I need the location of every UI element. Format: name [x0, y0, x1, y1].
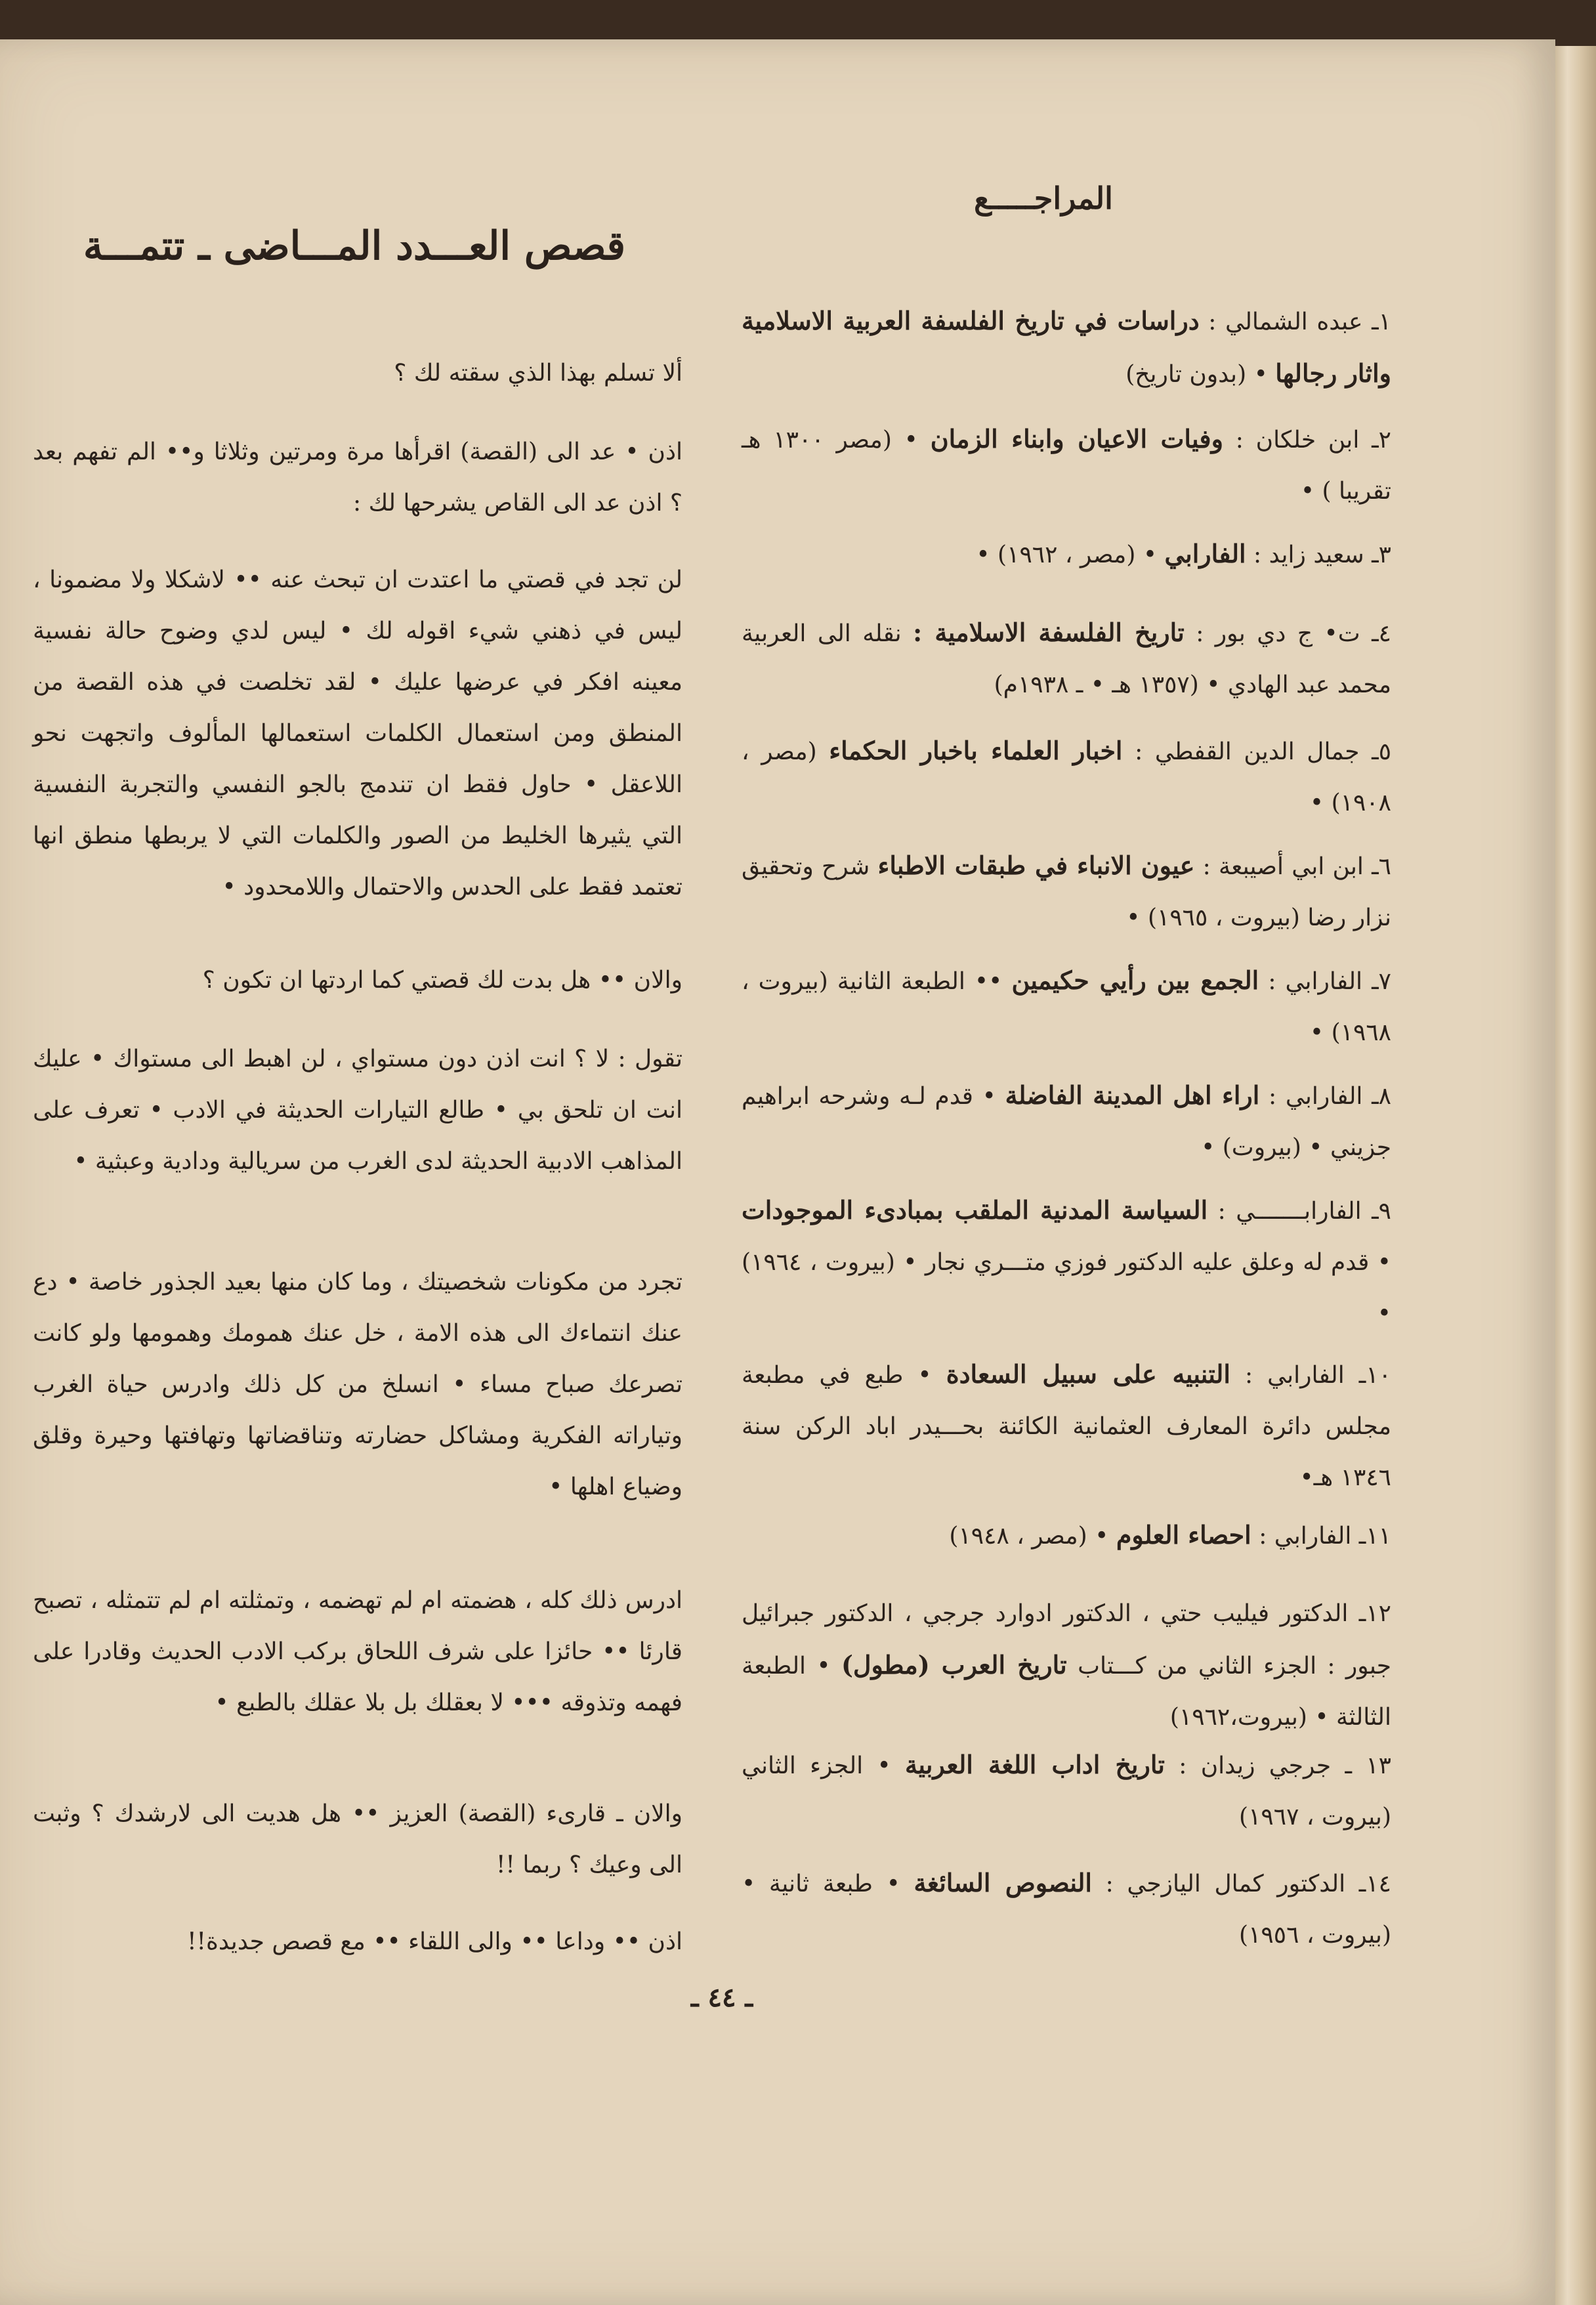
story-paragraph: تقول : لا ؟ انت اذن دون مستواي ، لن اهبط الى مستواك • عليك انت ان تلحق بي • طالع التيارات الحديثة في الادب • تعرف على المذاهب الادبية الحديثة لدى الغرب من سريالية ودادية وعبثية • — [33, 1046, 682, 1175]
stories-title: قصص العـــدد المـــاضى ـ تتمـــة — [83, 223, 626, 269]
reference-item: ٧ـ الفارابي : الجمع بين رأيي حكيمين •• الطبعة الثانية (بيروت ، ١٩٦٨) • — [742, 965, 1392, 1046]
page-edge — [1555, 46, 1596, 2305]
reference-item: ٥ـ جمال الدين القفطي : اخبار العلماء باخبار الحكماء (مصر ، ١٩٠٨) • — [742, 736, 1392, 816]
reference-item: ٢ـ ابن خلكان : وفيات الاعيان وابناء الزمان • (مصر ١٣٠٠ هـ تقريبا ) • — [742, 424, 1392, 505]
story-paragraph: ألا تسلم بهذا الذي سقته لك ؟ — [394, 360, 682, 387]
reference-item: ١٤ـ الدكتور كمال اليازجي : النصوص السائغة • طبعة ثانية • (بيروت ، ١٩٥٦) — [742, 1868, 1391, 1949]
references-title: المراجـــــع — [974, 180, 1113, 216]
story-paragraph: لن تجد في قصتي ما اعتدت ان تبحث عنه •• لاشكلا ولا مضمونا ، ليس في ذهني شيء اقوله لك • ليس لدي وضوح حالة نفسية معينه افكر في عرضها عليك • لقد تخلصت في هذه القصة من المنطق ومن استعمال الكلمات استعمالها المألوف واتجهت نحو اللاعقل • حاول فقط ان تندمج بالجو النفسي والتجربة النفسية التي يثيرها الخليط من الصور والكلمات التي لا يربطها منطق انها تعتمد فقط على الحدس والاحتمال واللامحدود • — [33, 566, 682, 900]
reference-item: ١١ـ الفارابي : احصاء العلوم • (مصر ، ١٩٤٨) — [949, 1520, 1391, 1550]
story-paragraph: والان ـ قارىء (القصة) العزيز •• هل هديت الى لارشدك ؟ وثبت الى وعيك ؟ ربما !! — [33, 1800, 682, 1878]
reference-item: ١٣ ـ جرجي زيدان : تاريخ اداب اللغة العربية • الجزء الثاني (بيروت ، ١٩٦٧) — [742, 1750, 1391, 1830]
reference-item: ٦ـ ابن ابي أصيبعة : عيون الانباء في طبقات الاطباء شرح وتحقيق نزار رضا (بيروت ، ١٩٦٥) • — [742, 851, 1391, 931]
reference-item: ١٢ـ الدكتور فيليب حتي ، الدكتور ادوارد جرجي ، الدكتور جبرائيل جبور : الجزء الثاني من كـــتاب تاريخ العرب (مطول) • الطبعة الثالثة • (بيروت،١٩٦٢) — [742, 1600, 1391, 1731]
story-paragraph: اذن • عد الى (القصة) اقرأها مرة ومرتين وثلاثا و•• الم تفهم بعد ؟ اذن عد الى القاص يشرحها لك : — [33, 438, 682, 517]
story-paragraph: والان •• هل بدت لك قصتي كما اردتها ان تكون ؟ — [202, 967, 682, 994]
reference-item: ٣ـ سعيد زايد : الفارابي • (مصر ، ١٩٦٢) • — [976, 539, 1391, 568]
story-paragraph: تجرد من مكونات شخصيتك ، وما كان منها بعيد الجذور خاصة • دع عنك انتماءك الى هذه الامة ، خل عنك همومك وهمومها ولو كانت تصرعك صباح مساء • انسلخ من كل ذلك وادرس حياة الغرب وتياراته الفكرية ومشاكل حضارته وتناقضاتها وتهافتها وحيرة وقلق وضياع اهلها • — [33, 1269, 682, 1500]
story-paragraph: اذن •• وداعا •• والى اللقاء •• مع قصص جديدة!! — [187, 1928, 682, 1955]
story-paragraph: ادرس ذلك كله ، هضمته ام لم تهضمه ، وتمثلته ام لم تتمثله ، تصبح قارئا •• حائزا على شرف اللحاق بركب الادب الحديث وقادرا على فهمه وتذوقه ••• لا بعقلك بل بلا عقلك بالطبع • — [33, 1587, 682, 1716]
reference-item: ١٠ـ الفارابي : التنبيه على سبيل السعادة • طبع في مطبعة مجلس دائرة المعارف العثمانية الكائنة بحـــيدر اباد الركن سنة ١٣٤٦ هـ• — [742, 1359, 1391, 1491]
reference-item: ٩ـ الفارابـــــــي : السياسة المدنية الملقب بمبادىء الموجودات • قدم له وعلق عليه الدكتور فوزي متـــري نجار • (بيروت ، ١٩٦٤) • — [742, 1195, 1391, 1327]
page-number: ـ ٤٤ ـ — [690, 1982, 753, 2013]
reference-item: ٤ـ ت• ج دي بور : تاريخ الفلسفة الاسلامية : نقله الى العربية محمد عبد الهادي • (١٣٥٧ هـ • ـ ١٩٣٨م) — [742, 618, 1391, 698]
reference-item: ٨ـ الفارابي : اراء اهل المدينة الفاضلة • قدم لـه وشرحه ابراهيم جزيني • (بيروت) • — [742, 1080, 1392, 1161]
reference-item: ١ـ عبده الشمالي : دراسات في تاريخ الفلسفة العربية الاسلامية واثار رجالها • (بدون تاريخ) — [742, 306, 1392, 388]
